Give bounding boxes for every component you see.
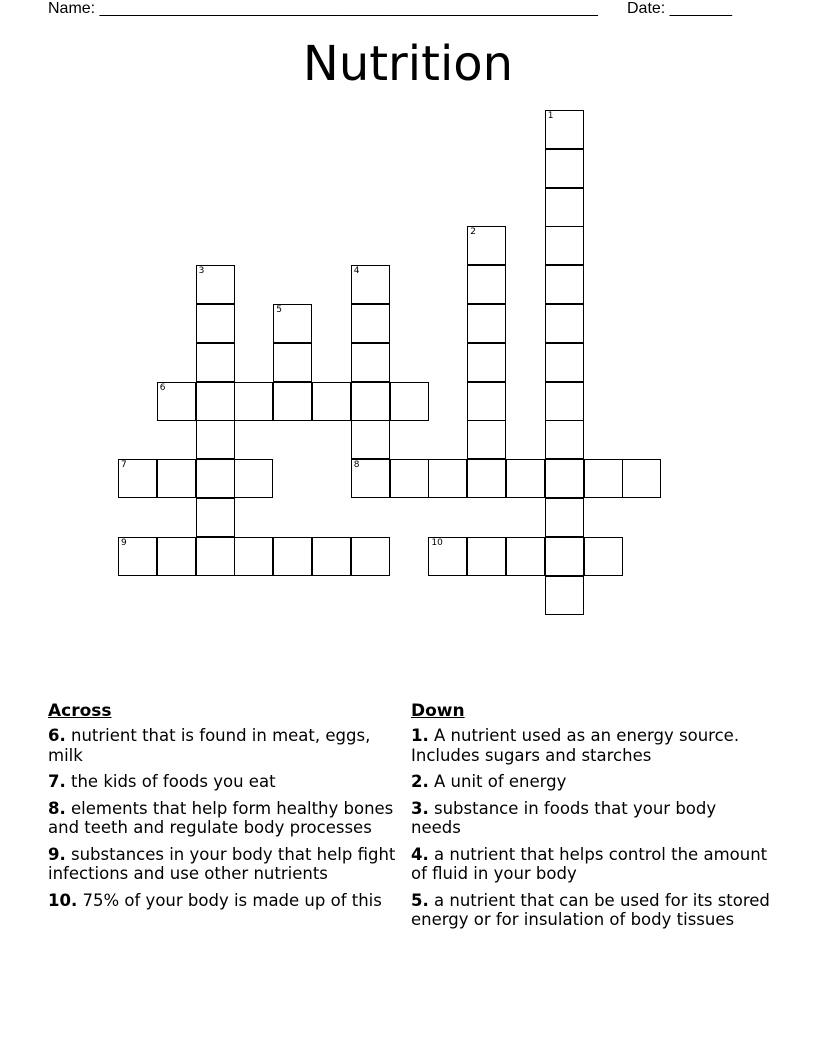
down-heading: Down: [411, 701, 465, 721]
crossword-cell[interactable]: [118, 459, 157, 498]
crossword-cell[interactable]: [351, 382, 390, 421]
crossword-cell[interactable]: [273, 304, 312, 343]
crossword-cell[interactable]: [545, 226, 584, 265]
crossword-cell[interactable]: [467, 226, 506, 265]
crossword-cell[interactable]: [467, 537, 506, 576]
name-line: Name: ________________________________________________________: [48, 0, 598, 17]
crossword-cell[interactable]: [506, 459, 545, 498]
down-clues: [411, 700, 771, 937]
date-line: Date: _______: [627, 0, 732, 17]
crossword-cell[interactable]: [351, 343, 390, 382]
crossword-cell[interactable]: [196, 265, 235, 304]
crossword-cell[interactable]: [428, 537, 467, 576]
crossword-cell[interactable]: [196, 382, 235, 421]
crossword-cell[interactable]: [196, 304, 235, 343]
crossword-cell[interactable]: [196, 459, 235, 498]
across-heading: Across: [48, 701, 112, 721]
crossword-cell[interactable]: [234, 382, 273, 421]
down-clue-3: 3. substance in foods that your body needs: [411, 798, 717, 837]
cell-number: 5: [276, 305, 282, 315]
crossword-cell[interactable]: [545, 576, 584, 615]
crossword-cell[interactable]: [351, 265, 390, 304]
crossword-cell[interactable]: [545, 537, 584, 576]
crossword-cell[interactable]: [312, 537, 351, 576]
crossword-cell[interactable]: [467, 304, 506, 343]
cell-number: 7: [121, 460, 127, 471]
cell-number: 10: [431, 537, 443, 548]
page-title: Nutrition: [302, 36, 514, 92]
crossword-cell[interactable]: [467, 343, 506, 382]
cell-number: 3: [198, 266, 205, 277]
down-clue-4: 4. a nutrient that helps control the amount of fluid in your body: [411, 844, 768, 883]
cell-number: 4: [353, 266, 360, 277]
crossword-cell[interactable]: [584, 459, 623, 498]
crossword-cell[interactable]: [157, 459, 196, 498]
crossword-cell[interactable]: [196, 420, 235, 459]
crossword-cell[interactable]: [234, 537, 273, 576]
crossword-cell[interactable]: [390, 459, 429, 498]
crossword-cell[interactable]: [467, 420, 506, 459]
crossword-cell[interactable]: [312, 382, 351, 421]
crossword-cell[interactable]: [273, 343, 312, 382]
across-clue-10: 10. 75% of your body is made up of this: [48, 890, 382, 910]
crossword-cell[interactable]: [506, 537, 545, 576]
crossword-cell[interactable]: [351, 420, 390, 459]
crossword-cell[interactable]: [545, 382, 584, 421]
crossword-cell[interactable]: [351, 537, 390, 576]
crossword-cell[interactable]: [196, 498, 235, 537]
crossword-cell[interactable]: [390, 382, 429, 421]
crossword-cell[interactable]: [118, 537, 157, 576]
crossword-cell[interactable]: [584, 537, 623, 576]
across-clue-7: 7. the kids of foods you eat: [48, 772, 276, 791]
crossword-cell[interactable]: [545, 498, 584, 537]
across-clue-6: 6. nutrient that is found in meat, eggs, milk: [48, 726, 371, 765]
crossword-cell[interactable]: [273, 382, 312, 421]
crossword-cell[interactable]: [545, 110, 584, 149]
cell-number: 9: [121, 537, 127, 548]
cell-number: 1: [547, 111, 554, 121]
crossword-cell[interactable]: [467, 459, 506, 498]
crossword-cell[interactable]: [157, 537, 196, 576]
crossword-cell[interactable]: [545, 188, 584, 227]
crossword-cell[interactable]: [351, 304, 390, 343]
across-clue-8: 8. elements that help form healthy bones and teeth and regulate body processes: [48, 798, 394, 837]
crossword-cell[interactable]: [545, 149, 584, 188]
crossword-cell[interactable]: [351, 459, 390, 498]
down-clue-1: 1. A nutrient used as an energy source. Includes sugars and starches: [411, 726, 740, 765]
down-clue-5: 5. a nutrient that can be used for its stored energy or for insulation of body tissues: [411, 890, 770, 929]
across-clues: [48, 700, 408, 917]
crossword-cell[interactable]: [467, 382, 506, 421]
crossword-cell[interactable]: [196, 343, 235, 382]
crossword-cell[interactable]: [428, 459, 467, 498]
crossword-cell[interactable]: [157, 382, 196, 421]
crossword-cell[interactable]: [622, 459, 661, 498]
crossword-cell[interactable]: [545, 343, 584, 382]
across-clue-9: 9. substances in your body that help fight infections and use other nutrients: [48, 844, 396, 883]
cell-number: 6: [159, 382, 166, 393]
crossword-cell[interactable]: [545, 420, 584, 459]
cell-number: 8: [353, 460, 360, 471]
crossword-cell[interactable]: [196, 537, 235, 576]
crossword-cell[interactable]: [545, 265, 584, 304]
crossword-cell[interactable]: [545, 304, 584, 343]
down-clue-2: 2. A unit of energy: [411, 772, 567, 791]
crossword-cell[interactable]: [545, 459, 584, 498]
crossword-cell[interactable]: [467, 265, 506, 304]
crossword-cell[interactable]: [273, 537, 312, 576]
cell-number: 2: [470, 227, 476, 238]
crossword-cell[interactable]: [234, 459, 273, 498]
